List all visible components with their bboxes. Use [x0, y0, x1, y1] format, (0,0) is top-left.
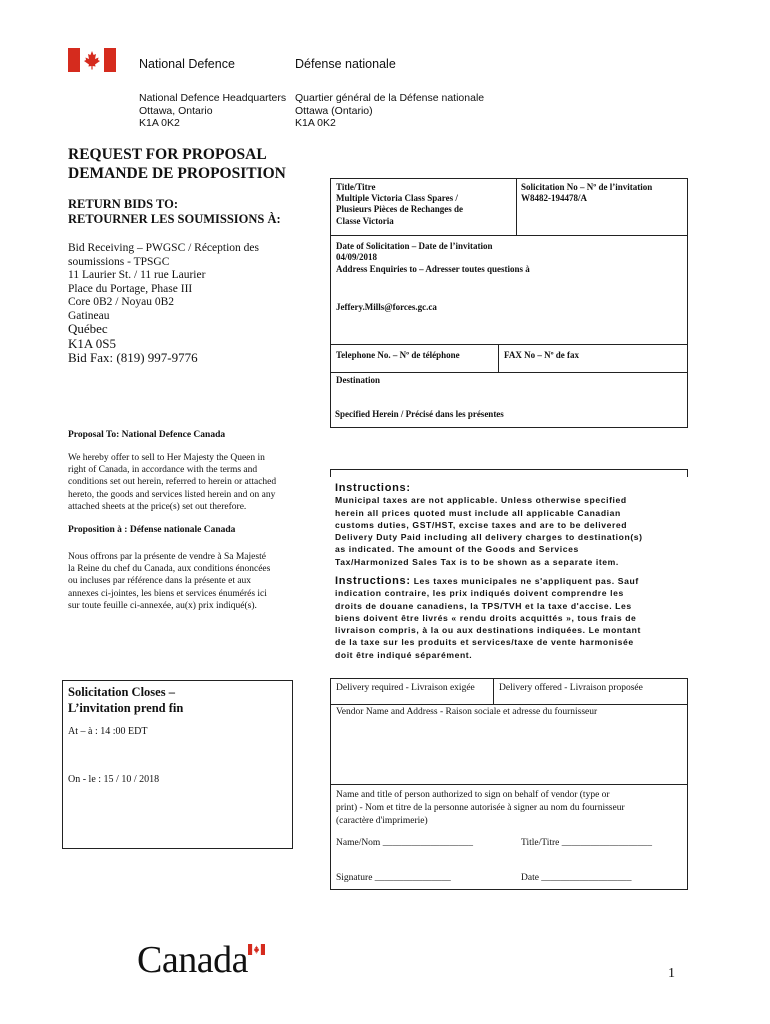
- return-bids-fr: RETOURNER LES SOUMISSIONS À:: [68, 211, 281, 226]
- telephone-label: Telephone No. – Nº de téléphone: [336, 350, 460, 360]
- text-line: attached sheets at the price(s) set out therefore.: [68, 501, 247, 512]
- text-line: la Reine du chef du Canada, aux conditions énoncées: [68, 564, 271, 575]
- address-line: 11 Laurier St. / 11 rue Laurier: [68, 269, 206, 281]
- address-line: Québec: [68, 321, 108, 336]
- wordmark-flag-icon: [248, 944, 265, 955]
- text-line: Name and title of person authorized to sign on behalf of vendor (type or: [336, 790, 610, 800]
- return-bids-en: RETURN BIDS TO:: [68, 197, 178, 211]
- title-field: [336, 182, 463, 227]
- instruction-line: de la taxe sur les produits et services/taxe de vente harmonisée: [335, 637, 634, 648]
- title-en: REQUEST FOR PROPOSAL: [68, 146, 267, 163]
- text-line: conditions set out herein, referred to herein or attached: [68, 477, 277, 488]
- divider: [493, 679, 494, 704]
- page-number: 1: [668, 966, 675, 981]
- department-name-fr: Défense nationale: [295, 57, 396, 71]
- address-line: Core 0B2 / Noyau 0B2: [68, 296, 175, 308]
- return-bids-heading: [68, 197, 281, 226]
- date-field: [336, 241, 530, 275]
- instruction-line: livraison compris, à la ou aux destinations indiquées. Le montant: [335, 625, 641, 636]
- closes-title: [68, 685, 183, 716]
- date-field-vendor[interactable]: Date ___________________: [521, 873, 632, 883]
- department-name-en: National Defence: [139, 57, 235, 71]
- address-line: K1A 0K2: [139, 117, 180, 129]
- address-line: Gatineau: [68, 309, 110, 322]
- divider: [498, 344, 499, 372]
- instruction-line: customs duties, GST/HST, excise taxes and are to be delivered: [335, 519, 628, 530]
- text-line: hereto, the goods and services listed herein and on any: [68, 489, 276, 500]
- title-value: Classe Victoria: [336, 215, 394, 226]
- address-line: K1A 0K2: [295, 117, 336, 129]
- address-line: K1A 0S5: [68, 335, 117, 351]
- hq-address-en: [139, 92, 286, 130]
- date-value: 04/09/2018: [336, 252, 378, 263]
- instruction-line: herein all prices quoted must include all applicable Canadian: [335, 507, 621, 518]
- bid-receiving-address: [68, 242, 259, 323]
- solicitation-number-label: Solicitation No – Nº de l’invitation: [521, 182, 653, 192]
- divider: [516, 179, 517, 235]
- title-field-vendor[interactable]: Title/Titre ___________________: [521, 838, 652, 848]
- text-line: sur toute feuille ci-annexée, au(x) prix indiqué(s).: [68, 600, 257, 611]
- vendor-name-address-label: Vendor Name and Address - Raison sociale et adresse du fournisseur: [336, 707, 598, 717]
- proposal-body-en: [68, 452, 276, 513]
- title-fr: DEMANDE DE PROPOSITION: [68, 164, 286, 182]
- closes-title-en: Solicitation Closes –: [68, 685, 175, 699]
- proposal-to-fr: Proposition à : Défense nationale Canada: [68, 525, 236, 535]
- closing-time: At – à : 14 :00 EDT: [68, 726, 148, 737]
- text-line: print) - Nom et titre de la personne autorisée à signer au nom du fournisseur: [336, 803, 625, 814]
- address-line: Bid Receiving – PWGSC / Réception des: [68, 242, 260, 254]
- divider: [331, 372, 687, 373]
- address-line: Ottawa, Ontario: [139, 104, 213, 117]
- instruction-line: indication contraire, les prix indiqués doivent comprendre les: [335, 588, 624, 599]
- instructions-box-top: [330, 469, 688, 477]
- enquiries-label: Address Enquiries to – Adresser toutes questions à: [336, 263, 530, 274]
- instruction-line: Les taxes municipales ne s'appliquent pas. Sauf: [410, 576, 639, 586]
- name-field[interactable]: Name/Nom ___________________: [336, 838, 473, 848]
- text-line: ou incluses par référence dans la présente et aux: [68, 576, 252, 587]
- instruction-line: droits de douane canadiens, la TPS/TVH et la taxe d'accise. Les: [335, 600, 632, 611]
- instruction-line: Municipal taxes are not applicable. Unless otherwise specified: [335, 495, 627, 506]
- solicitation-info-form: [330, 178, 688, 428]
- authorized-person-label: [336, 789, 625, 829]
- bid-fax: Bid Fax: (819) 997-9776: [68, 350, 198, 365]
- instructions-fr: [335, 575, 641, 661]
- solicitation-number-field: [521, 182, 652, 204]
- instruction-line: Tax/Harmonized Sales Tax is to be shown as a separate item.: [335, 556, 619, 567]
- canada-flag-icon: [68, 48, 116, 72]
- document-title: [68, 146, 286, 183]
- address-line: Quartier général de la Défense nationale: [295, 92, 485, 104]
- text-line: Nous offrons par la présente de vendre à Sa Majesté: [68, 552, 266, 562]
- address-line: soumissions - TPSGC: [68, 255, 170, 268]
- destination-label: Destination: [336, 375, 381, 385]
- title-label: Title/Titre: [336, 182, 376, 192]
- bid-receiving-address-2: [68, 322, 198, 366]
- title-value: Plusieurs Pièces de Rechanges de: [336, 204, 463, 215]
- closes-title-fr: L’invitation prend fin: [68, 700, 184, 715]
- title-value: Multiple Victoria Class Spares /: [336, 193, 458, 204]
- solicitation-number-value: W8482-194478/A: [521, 193, 587, 204]
- divider: [331, 784, 687, 785]
- instruction-line: as indicated. The amount of the Goods and Services: [335, 544, 579, 555]
- text-line: We hereby offer to sell to Her Majesty the Queen in: [68, 453, 265, 463]
- delivery-required-label: Delivery required - Livraison exigée: [336, 683, 475, 693]
- instruction-line: biens doivent être livrés « rendu droits acquittés », tous frais de: [335, 612, 637, 623]
- address-line: Ottawa (Ontario): [295, 104, 373, 117]
- delivery-offered-label: Delivery offered - Livraison proposée: [499, 683, 643, 693]
- instruction-line: doit être indiqué séparément.: [335, 649, 473, 660]
- text-line: right of Canada, in accordance with the terms and: [68, 465, 258, 476]
- proposal-to-en: Proposal To: National Defence Canada: [68, 430, 226, 440]
- fax-label: FAX No – Nº de fax: [504, 350, 580, 360]
- text-line: (caractère d'imprimerie): [336, 816, 428, 827]
- closing-date: On - le : 15 / 10 / 2018: [68, 774, 160, 785]
- address-line: National Defence Headquarters: [139, 92, 287, 104]
- divider: [331, 235, 687, 236]
- text-line: annexes ci-jointes, les biens et services énumérés ici: [68, 588, 267, 599]
- instructions-heading: Instructions:: [335, 575, 411, 587]
- signature-field[interactable]: Signature ________________: [336, 873, 451, 883]
- divider: [331, 344, 687, 345]
- address-line: Place du Portage, Phase III: [68, 282, 193, 295]
- instructions-en: [335, 482, 643, 568]
- instructions-heading: Instructions:: [335, 482, 411, 494]
- date-label: Date of Solicitation – Date de l’invitation: [336, 241, 493, 251]
- vendor-form: [330, 678, 688, 890]
- hq-address-fr: [295, 92, 484, 130]
- proposal-body-fr: [68, 551, 270, 612]
- instruction-line: Delivery Duty Paid including all delivery charges to destination(s): [335, 532, 643, 543]
- specified-herein: Specified Herein / Précisé dans les présentes: [335, 409, 504, 419]
- solicitation-closes-box: [62, 680, 293, 849]
- contact-email: Jeffery.Mills@forces.gc.ca: [336, 302, 437, 312]
- canada-wordmark: Canada: [137, 939, 248, 981]
- divider: [331, 704, 687, 705]
